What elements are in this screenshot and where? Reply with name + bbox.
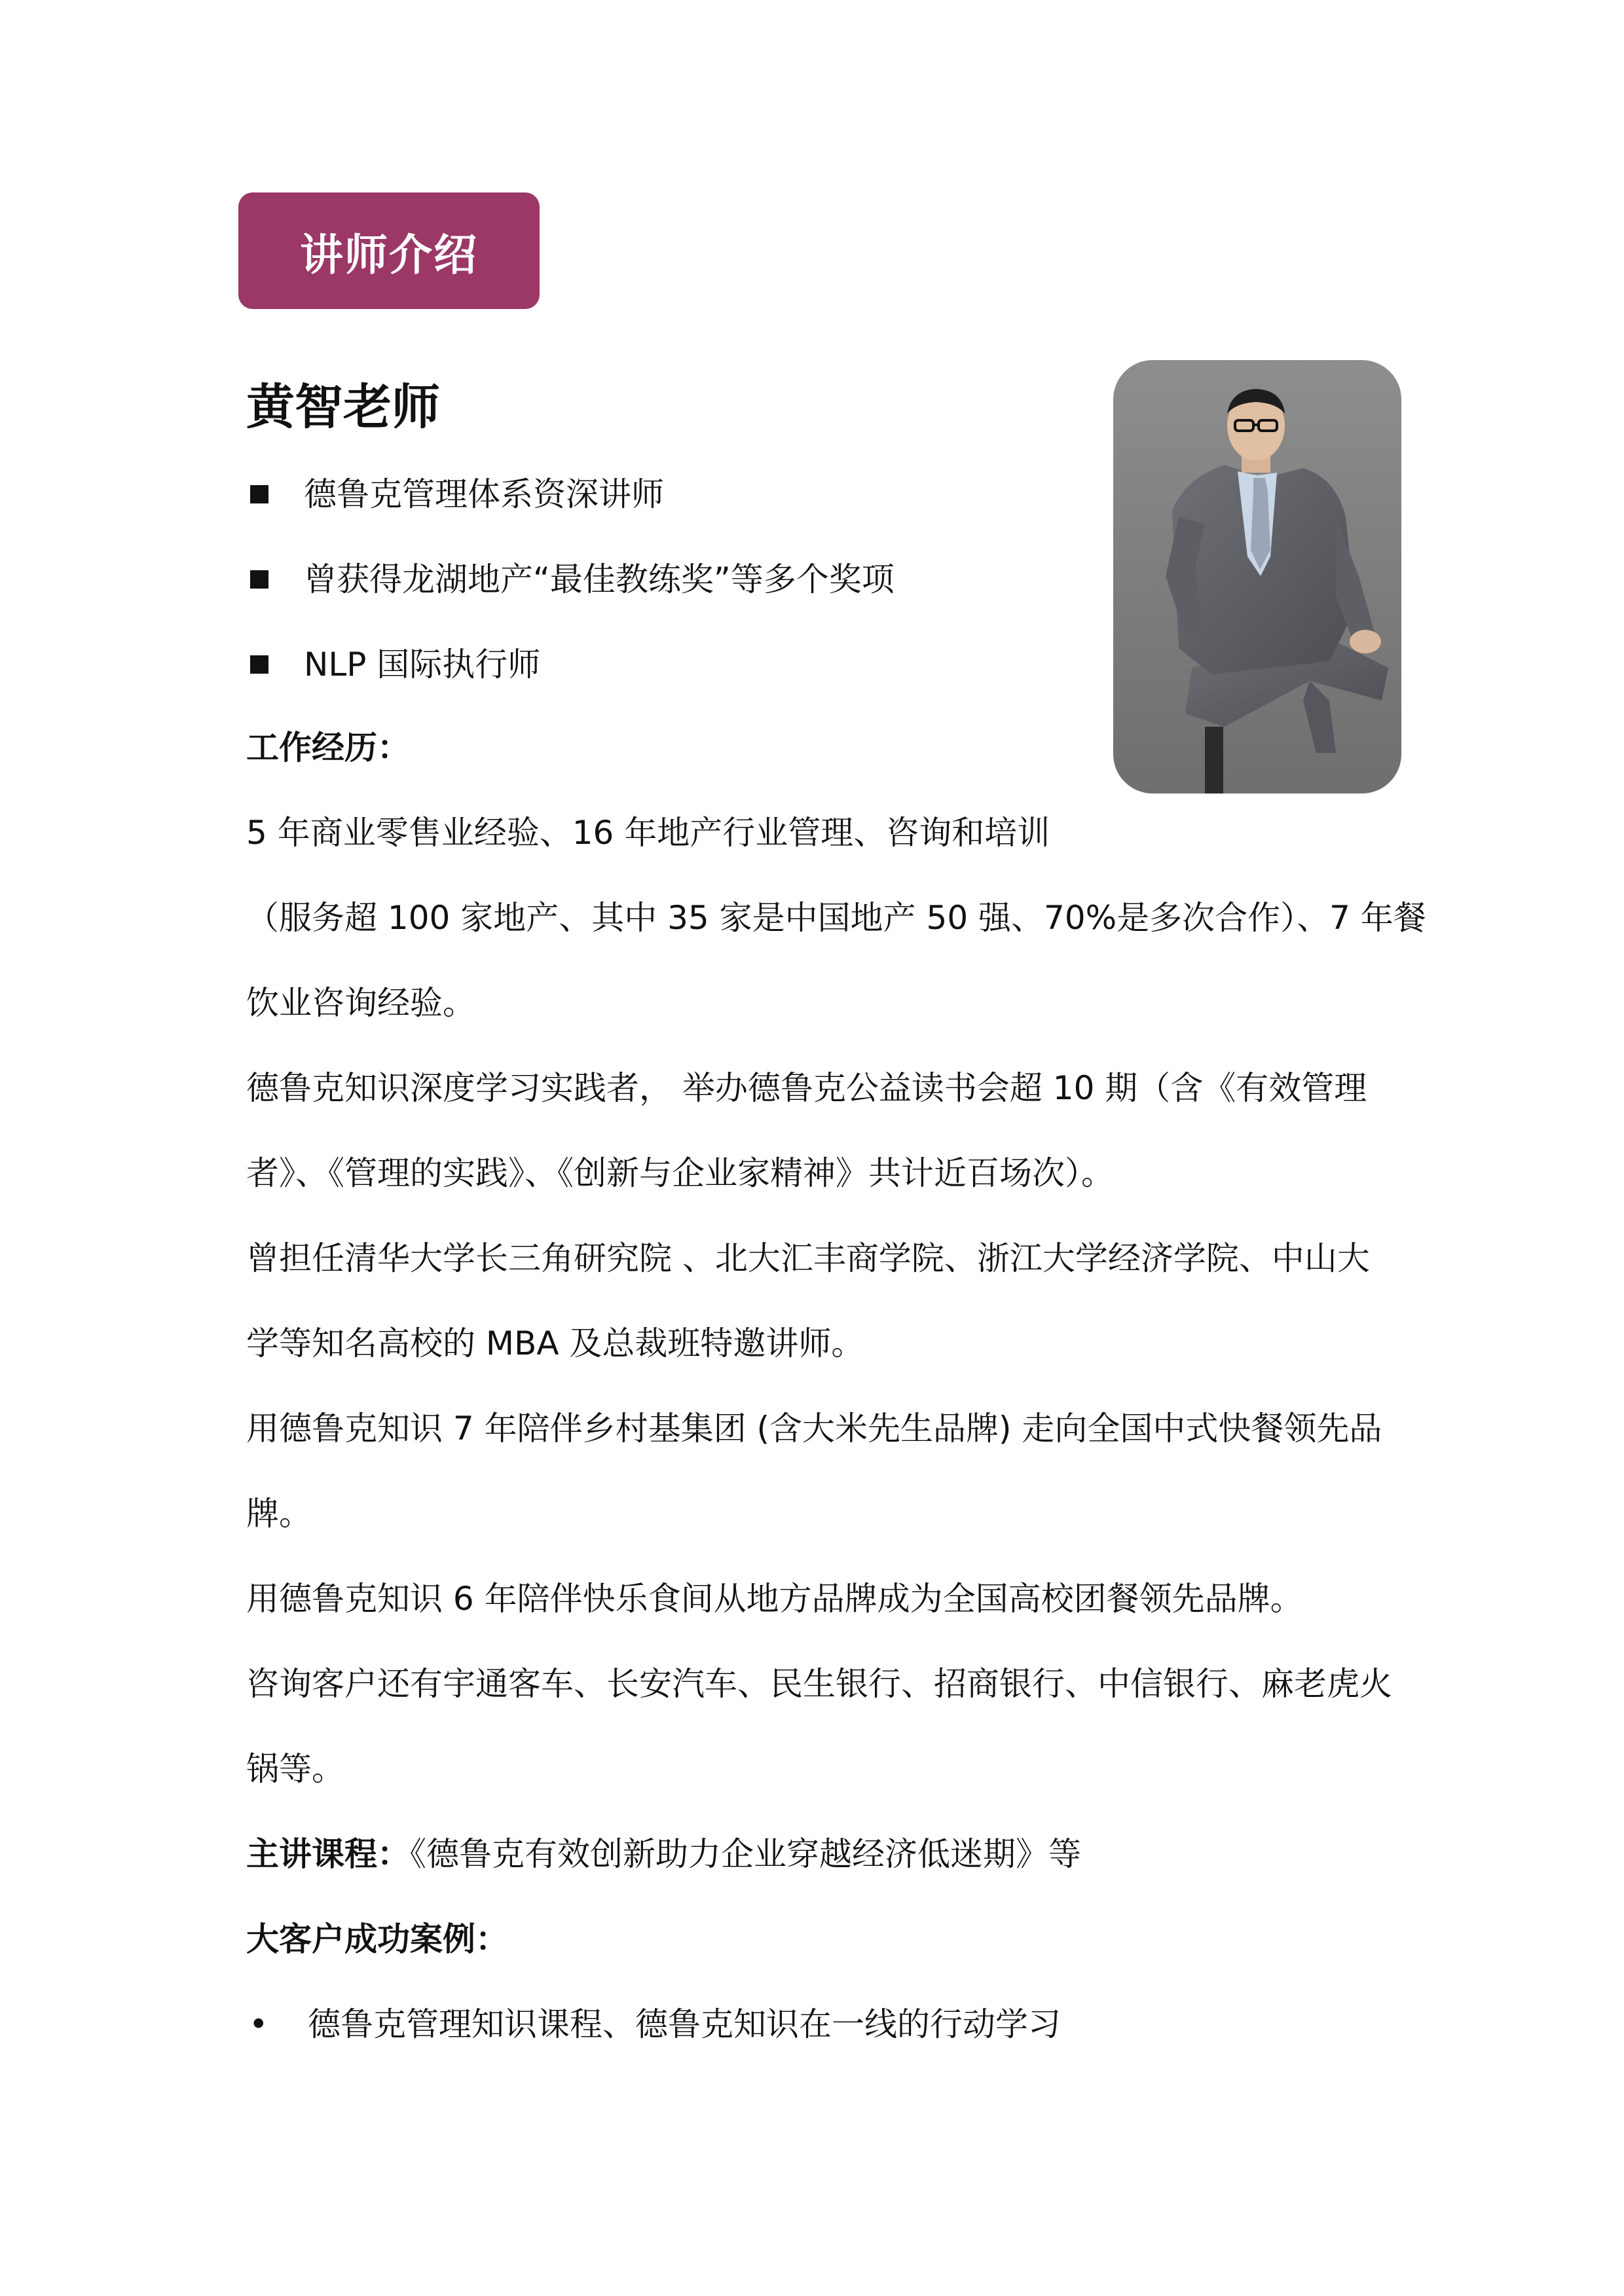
section-tag-label: 讲师介绍 [300,229,478,280]
course-label: 主讲课程： [246,1835,410,1873]
work-line: 用德鲁克知识 7 年陪伴乡村基集团 (含大米先生品牌) 走向全国中式快餐领先品 [246,1410,1382,1448]
work-line: 曾担任清华大学长三角研究院 、北大汇丰商学院、浙江大学经济学院、中山大 [246,1239,1370,1277]
work-line: 用德鲁克知识 6 年陪伴快乐食间从地方品牌成为全国高校团餐领先品牌。 [246,1580,1303,1618]
work-line: （服务超 100 家地产、其中 35 家是中国地产 50 强、70%是多次合作）、7 年餐 [246,899,1426,937]
lecturer-name: 黄智老师 [246,379,440,435]
square-bullet-icon [250,570,268,589]
case-text: 德鲁克管理知识课程、德鲁克知识在一线的行动学习 [308,2005,1061,2043]
portrait-photo-icon [1113,360,1401,793]
highlights-list [248,452,895,707]
cases-heading: 大客户成功案例： [246,1920,508,1958]
course-value: 《德鲁克有效创新助力企业穿越经济低迷期》等 [410,1835,1081,1873]
work-line: 学等知名高校的 MBA 及总裁班特邀讲师。 [246,1324,864,1362]
work-line: 5 年商业零售业经验、16 年地产行业管理、咨询和培训 [246,814,1050,852]
highlight-item [248,622,895,707]
case-item [246,2005,1061,2044]
section-tag [238,192,540,309]
work-line: 饮业咨询经验。 [246,984,475,1022]
work-line: 锅等。 [246,1750,344,1788]
square-bullet-icon [250,485,268,503]
highlight-text: NLP 国际执行师 [304,646,541,683]
course-line [246,1834,1081,1874]
square-bullet-icon [250,655,268,674]
work-line: 德鲁克知识深度学习实践者， 举办德鲁克公益读书会超 10 期（含《有效管理 [246,1069,1367,1107]
work-line: 牌。 [246,1495,312,1533]
work-line: 者》、《管理的实践》、《创新与企业家精神》共计近百场次）。 [246,1154,1114,1192]
highlight-text: 德鲁克管理体系资深讲师 [304,475,664,513]
work-line: 咨询客户还有宇通客车、长安汽车、民生银行、招商银行、中信银行、麻老虎火 [246,1665,1392,1703]
highlight-item [248,537,895,622]
highlight-item [248,452,895,537]
highlight-text: 曾获得龙湖地产“最佳教练奖”等多个奖项 [304,560,895,598]
dot-bullet-icon: • [249,2005,268,2043]
work-heading: 工作经历： [246,729,410,767]
